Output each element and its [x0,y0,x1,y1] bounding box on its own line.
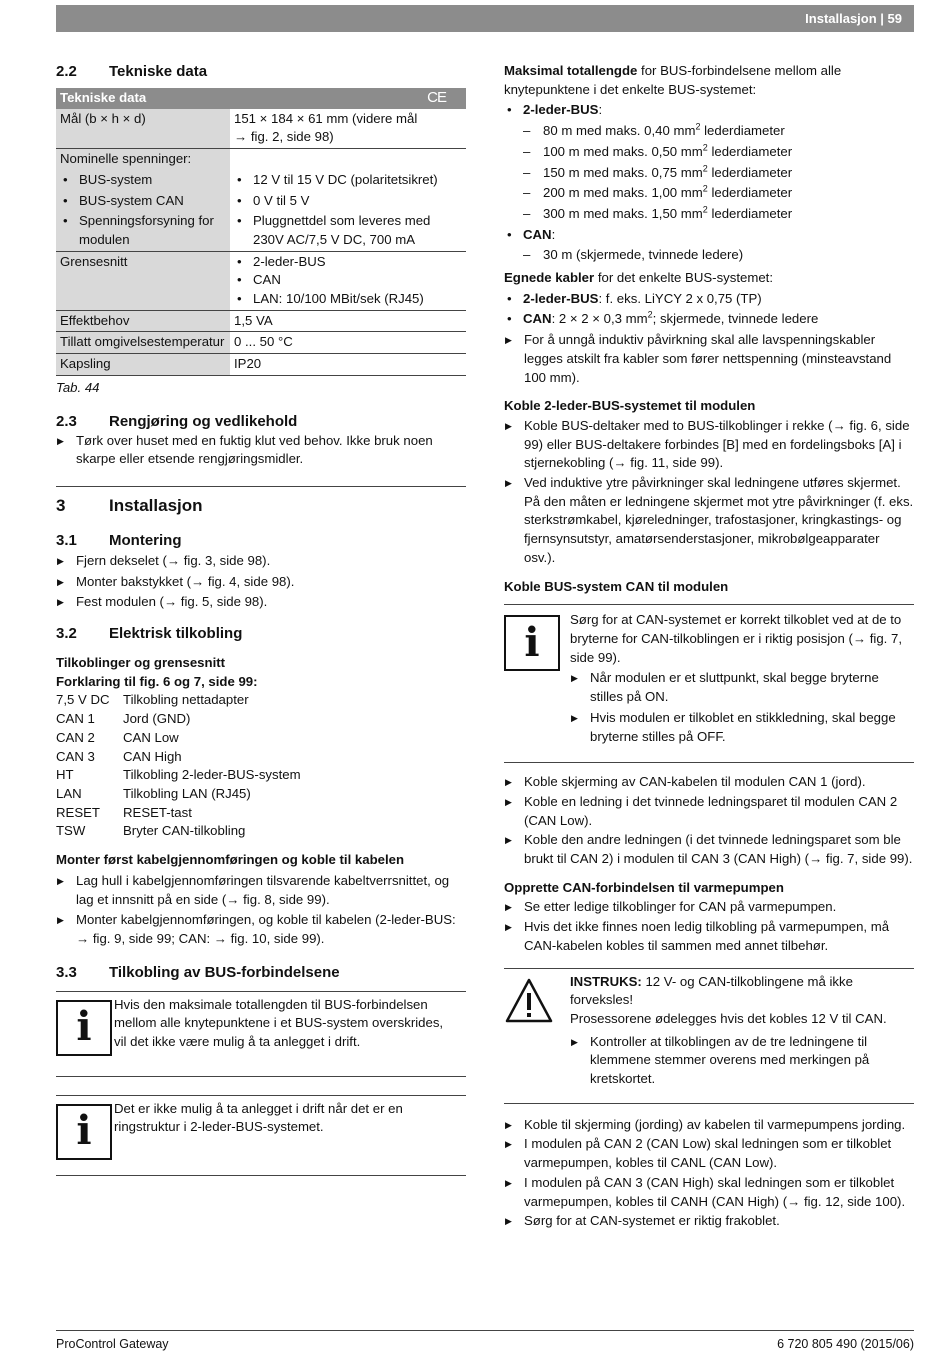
legend-item: CAN 1 Jord (GND) [56,711,191,727]
list-item: ▶ Koble BUS-deltaker med to BUS-tilkoblinger i rekke (→ fig. 6, side 99) eller BUS-deltakere forbindes [B] med en fordelingsboks [A] i stjernekobling (→ fig. 11, side 99). [504,417,914,473]
list-item: ▶ Hvis det ikke finnes noen ledig tilkobling på varmepumpen, må CAN-kabelen kobles til sammen med annet tilbehør. [504,918,914,955]
list-item: ▶ Monter bakstykket (→ fig. 4, side 98). [56,573,466,592]
subheading: Koble BUS-system CAN til modulen [504,578,729,594]
section-3-3-heading: 3.3 Tilkobling av BUS-forbindelsene [56,963,340,981]
warning-icon [504,977,554,1025]
warning-text: Prosessorene ødelegges hvis det kobles 12 V til CAN. [570,1010,887,1026]
table-row: • Spenningsforsyning for modulen • Pluggnettdel som leveres med 230V AC/7,5 V DC, 700 mA [56,211,466,251]
table-row: Mål (b × h × d) 151 × 184 × 61 mm (videre mål → fig. 2, side 98) [56,109,466,149]
ce-mark-icon: CE [427,89,446,106]
info-note-text: Sørg for at CAN-systemet er korrekt tilkoblet ved at de to bryterne for CAN-tilkoblingen er i riktig posisjon (→ fig. 7, side 99). [570,612,903,665]
list-item: ▶ Ved induktive ytre påvirkninger skal ledningene utføres skjermet. På den måten er ledningene skjermet mot ytre påvirkninger (f. eks. sterkstrømkabel, kjøreledninger, trafostasjoner, kringkastings- og fjernsynsutstyr, amatørsenderstasjoner, mikrobølgeapparater osv.). [504,474,914,568]
legend-item: RESET RESET-tast [56,804,192,820]
list-item: ▶ Tørk over huset med en fuktig klut ved behov. Ikke bruk noen skarpe eller etsende rengjøringsmidler. [56,432,466,469]
table-header-row [56,88,466,109]
list-item: – 30 m (skjermede, tvinnede ledere) [504,246,914,265]
list-item: ▶ Fjern dekselet (→ fig. 3, side 98). [56,552,466,571]
subheading: Opprette CAN-forbindelsen til varmepumpen [504,879,784,895]
legend-item: CAN 3 CAN High [56,748,182,764]
section-2-3-heading: 2.3 Rengjøring og vedlikehold [56,412,298,430]
footer-doc-number: 6 720 805 490 (2015/06) [777,1337,914,1351]
list-item: • CAN: 2 × 2 × 0,3 $mm^2$; skjermede, tvinnede ledere [504,310,914,329]
legend-item: LAN Tilkobling LAN (RJ45) [56,785,251,801]
table-row: • BUS-system • 12 V til 15 V DC (polaritetsikret) [56,170,466,191]
warning-note [504,968,914,1104]
list-item: ▶ Koble den andre ledningen (i det tvinnede ledningsparet som ble brukt til CAN 2) i modulen til CAN 3 (CAN High) (→ fig. 7, side 99). [504,831,914,868]
footer-product: ProControl Gateway [56,1337,169,1351]
list-item: • 2-leder-BUS: f. eks. LiYCY 2 x 0,75 (TP) [504,290,914,309]
subheading: Koble 2-leder-BUS-systemet til modulen [504,398,756,414]
info-icon: i [56,1000,112,1056]
table-caption: Tab. 44 [56,379,100,395]
legend-list [56,691,466,841]
list-item: – 80 m med maks. 0,40 $mm^2$ lederdiameter [504,122,914,141]
list-item: – 200 m med maks. 1,00 $mm^2$ lederdiameter [504,184,914,203]
list-item: – 150 m med maks. 0,75 $mm^2$ lederdiameter [504,164,914,183]
page-header [56,5,914,32]
legend-item: 7,5 V DC Tilkobling nettadapter [56,692,249,708]
section-3-2-heading: 3.2 Elektrisk tilkobling [56,625,243,643]
subheading: Forklaring til fig. 6 og 7, side 99: [56,673,258,689]
subheading: Monter først kabelgjennomføringen og koble til kabelen [56,852,405,868]
section-3-1-heading: 3.1 Montering [56,531,182,549]
list-item: • CAN: [504,226,914,245]
cables-intro: Egnede kabler for det enkelte BUS-systemet: [504,270,773,286]
table-row: Effektbehov 1,5 VA [56,310,466,332]
list-item: ▶ Fest modulen (→ fig. 5, side 98). [56,593,466,612]
list-item: ▶ Sørg for at CAN-systemet er riktig frakoblet. [504,1212,914,1231]
list-item: ▶ Lag hull i kabelgjennomføringen tilsvarende kabeltverrsnittet, og lag et innsnitt på en side (→ fig. 8, side 99). [56,872,466,909]
info-icon: i [504,615,560,671]
info-note [504,604,914,763]
list-item: ▶ Hvis modulen er tilkoblet en stikkledning, skal begge bryterne stilles på OFF. [570,709,914,746]
table-row: • BUS-system CAN • 0 V til 5 V [56,191,466,212]
page-footer [56,1330,914,1351]
section-3-heading: 3 Installasjon [56,495,203,515]
left-column [56,62,466,1176]
list-item: ▶ I modulen på CAN 3 (CAN High) skal ledningen som er tilkoblet varmepumpen, kobles til CANH (CAN High) (→ fig. 12, side 100). [504,1174,914,1211]
legend-item: TSW Bryter CAN-tilkobling [56,823,246,839]
right-column [504,62,914,1231]
table-row: Grensesnitt • 2-leder-BUS • CAN • LAN: 10/100 MBit/sek (RJ45) [56,251,466,310]
list-item: ▶ Koble en ledning i det tvinnede ledningsparet til modulen CAN 2 (CAN Low). [504,793,914,830]
list-item: • 2-leder-BUS: [504,101,914,120]
info-note [56,991,466,1077]
table-row: Nominelle spenninger: [56,149,466,170]
info-note-text: Hvis den maksimale totallengden til BUS-forbindelsen mellom alle knytepunktene i et BUS-system overskrides, vil det ikke være mulig å ta anlegget i drift. [114,996,444,1050]
list-item: ▶ Kontroller at tilkoblingen av de tre ledningene til klemmene stemmer overens med merkingen på kretskortet. [570,1033,914,1089]
list-item: ▶ Se etter ledige tilkoblinger for CAN på varmepumpen. [504,898,914,917]
list-item: ▶ I modulen på CAN 2 (CAN Low) skal ledningen som er tilkoblet varmepumpen, kobles til CANL (CAN Low). [504,1135,914,1172]
table-row: Kapsling IP20 [56,354,466,376]
list-item: ▶ For å unngå induktiv påvirkning skal alle lavspenningskabler legges atskilt fra kabler som fører nettspenning (minsteavstand 100 mm). [504,331,914,387]
list-item: – 300 m med maks. 1,50 $mm^2$ lederdiameter [504,205,914,224]
list-item: ▶ Koble skjerming av CAN-kabelen til modulen CAN 1 (jord). [504,773,914,792]
tech-data-table [56,88,466,376]
section-2-2-heading: 2.2 Tekniske data [56,63,208,80]
page-header-title: Installasjon | 59 [805,11,902,26]
list-item: – 100 m med maks. 0,50 $mm^2$ lederdiameter [504,143,914,162]
subheading: Tilkoblinger og grensesnitt [56,655,226,671]
info-note [56,1095,466,1176]
warning-text: INSTRUKS: 12 V- og CAN-tilkoblingene må ikke forveksles! [570,973,853,1008]
info-note-text: Det er ikke mulig å ta anlegget i drift når det er en ringstruktur i 2-leder-BUS-systemet. [114,1100,403,1135]
table-title: Tekniske data [60,90,147,105]
legend-item: HT Tilkobling 2-leder-BUS-system [56,767,301,783]
list-item: ▶ Koble til skjerming (jording) av kabelen til varmepumpens jording. [504,1116,914,1135]
legend-item: CAN 2 CAN Low [56,729,179,745]
list-item: ▶ Monter kabelgjennomføringen, og koble til kabelen (2-leder-BUS: → fig. 9, side 99; CAN: → fig. 10, side 99). [56,911,466,948]
max-length-intro: Maksimal totallengde for BUS-forbindelsene mellom alle knytepunktene i det enkelte BUS-systemet: [504,63,842,97]
table-row: Tillatt omgivelsestemperatur 0 ... 50 °C [56,332,466,354]
info-icon: i [56,1104,112,1160]
list-item: ▶ Når modulen er et sluttpunkt, skal begge bryterne stilles på ON. [570,669,914,706]
